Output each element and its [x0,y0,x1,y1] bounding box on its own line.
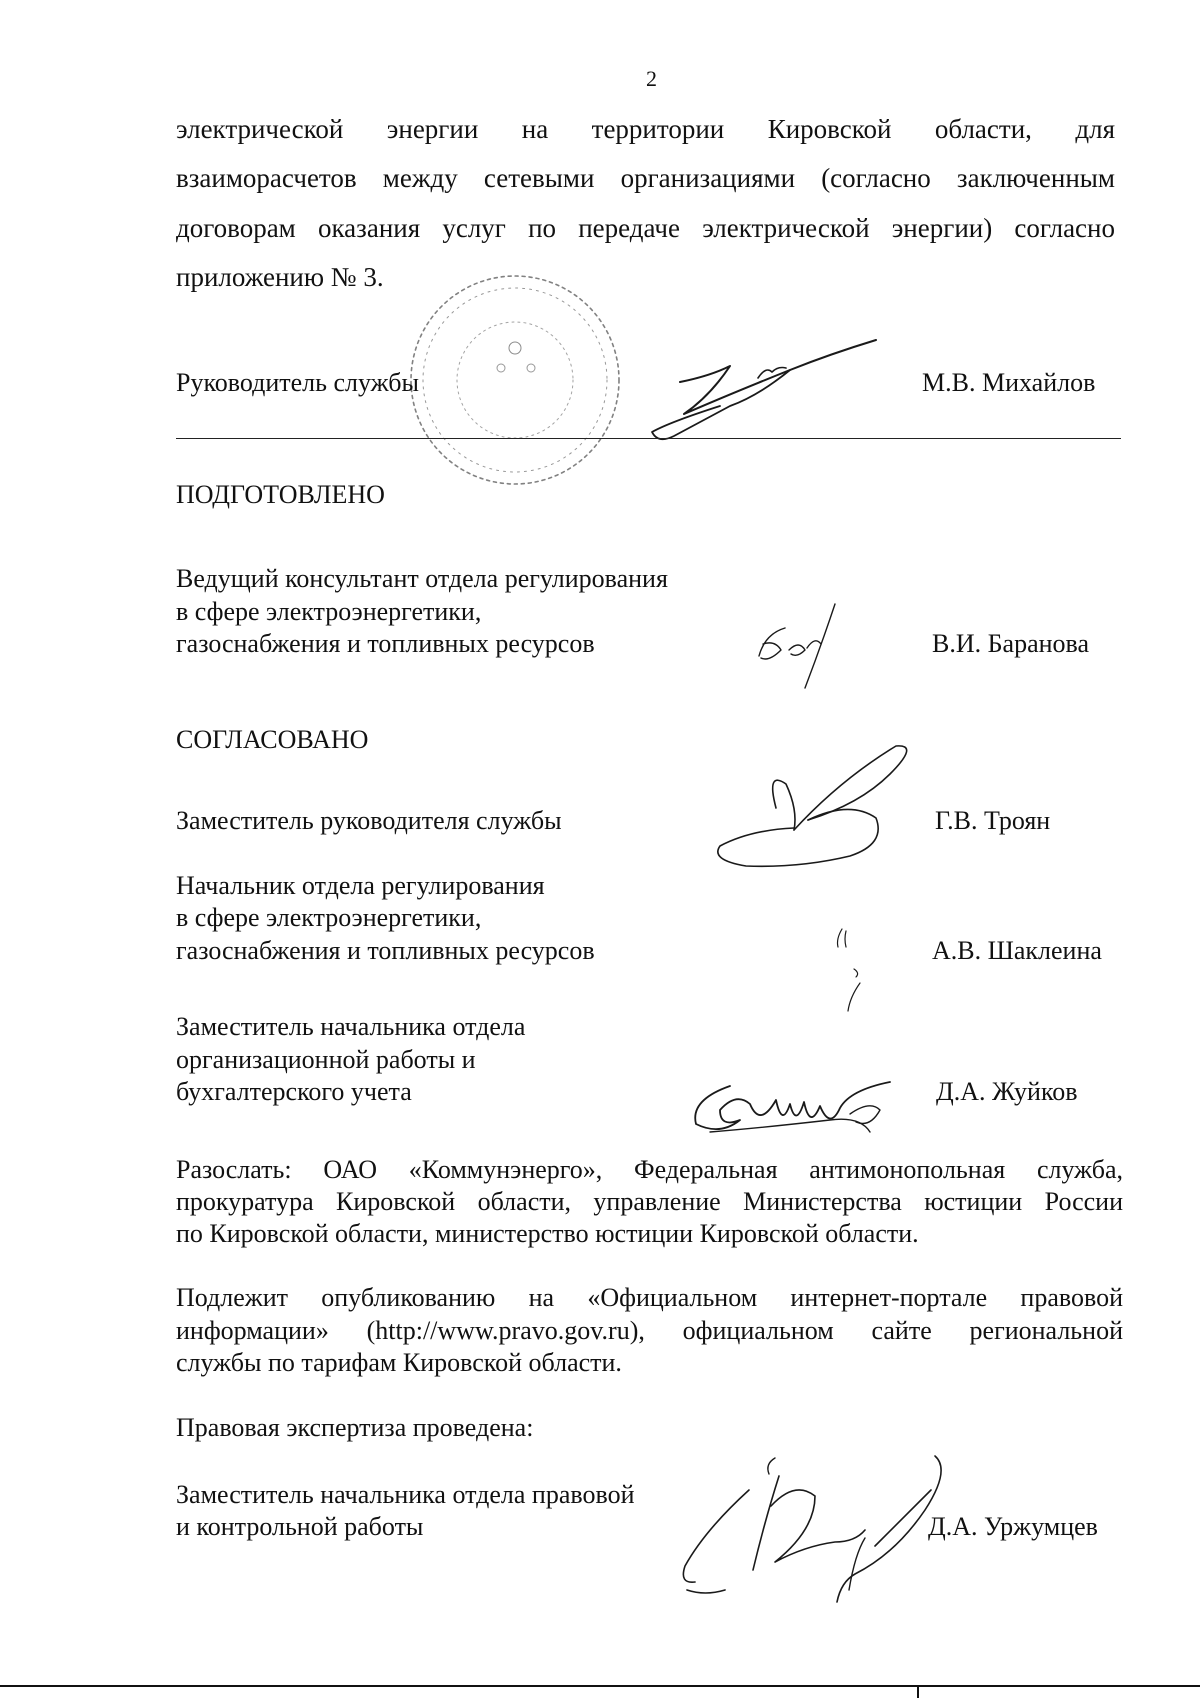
legal-position-line: и контрольной работы [176,1512,424,1541]
head-signature [640,336,880,446]
legal-heading: Правовая экспертиза проведена: [176,1413,534,1442]
agreed-position-line: бухгалтерского учета [176,1077,412,1106]
agreed-position-line: в сфере электроэнергетики, [176,903,482,932]
agreed-name: Д.А. Жуйков [936,1077,1078,1106]
official-seal [405,268,625,508]
agreed-signature-3 [680,1070,910,1150]
agreed-position-line: газоснабжения и топливных ресурсов [176,936,595,965]
legal-position-line: Заместитель начальника отдела правовой [176,1480,635,1509]
agreed-name: Г.В. Троян [935,806,1051,835]
prepared-position-line: Ведущий консультант отдела регулирования [176,564,668,593]
legal-name: Д.А. Уржумцев [928,1512,1098,1541]
agreed-position-line: Заместитель руководителя службы [176,806,562,835]
signature-separator-line [176,438,1121,439]
prepared-position-line: в сфере электроэнергетики, [176,597,482,626]
prepared-signature [745,600,865,690]
publication-line: Подлежит опубликованию на «Официальном интернет-портале правовой [176,1283,1123,1312]
agreed-signature-1 [690,740,920,870]
intro-line: договорам оказания услуг по передаче электрической энергии) согласно [176,213,1115,243]
head-name: М.В. Михайлов [922,368,1096,397]
agreed-heading: СОГЛАСОВАНО [176,725,369,754]
distribution-line: Разослать: ОАО «Коммунэнерго», Федеральная антимонопольная служба, [176,1155,1123,1184]
agreed-signature-2 [830,925,880,1015]
prepared-name: В.И. Баранова [932,629,1090,658]
agreed-name: А.В. Шаклеина [932,936,1102,965]
publication-line: информации» (http://www.pravo.gov.ru), официальном сайте региональной [176,1316,1123,1345]
footer-tick-mark [917,1686,919,1698]
agreed-position-line: Заместитель начальника отдела [176,1012,526,1041]
agreed-position-line: Начальник отдела регулирования [176,871,545,900]
head-position: Руководитель службы [176,368,419,397]
page-number: 2 [646,66,657,91]
prepared-position-line: газоснабжения и топливных ресурсов [176,629,595,658]
distribution-line: прокуратура Кировской области, управление Министерства юстиции России [176,1187,1123,1216]
intro-line: взаиморасчетов между сетевыми организациями (согласно заключенным [176,163,1115,193]
intro-line-last: приложению № 3. [176,262,384,292]
footer-border-line [0,1685,1200,1687]
agreed-position-line: организационной работы и [176,1045,476,1074]
distribution-line-last: по Кировской области, министерство юстиции Кировской области. [176,1219,919,1248]
publication-line-last: службы по тарифам Кировской области. [176,1348,622,1377]
prepared-heading: ПОДГОТОВЛЕНО [176,480,385,509]
intro-line: электрической энергии на территории Кировской области, для [176,114,1115,144]
legal-signature [665,1450,965,1610]
